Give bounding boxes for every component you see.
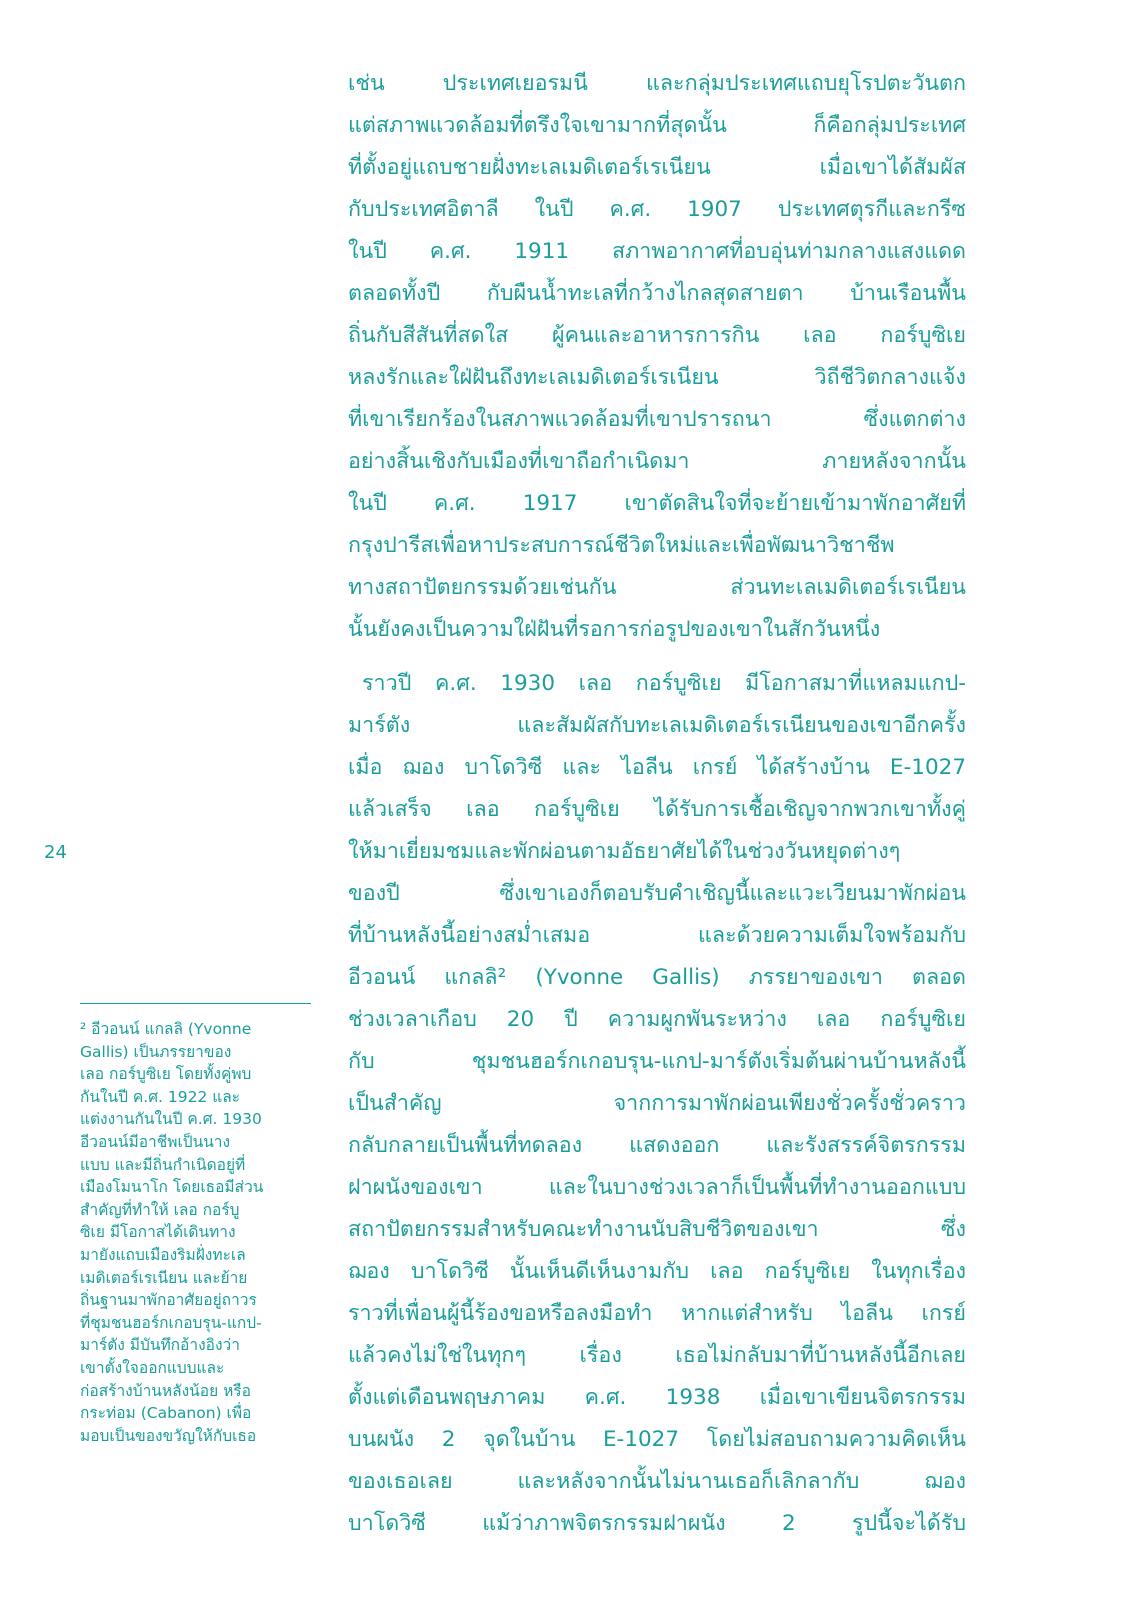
footnote-line: เมดิเตอร์เรเนียน และย้าย xyxy=(80,1268,248,1287)
text-line: ช่วงเวลาเกือบ 20 ปี ความผูกพันระหว่าง เลอ กอร์บูซิเย xyxy=(348,1007,966,1032)
main-text-column xyxy=(348,63,966,1545)
footnote-line: มอบเป็นของขวัญให้กับเธอ xyxy=(80,1426,257,1445)
text-line: ที่ตั้งอยู่แถบชายฝั่งทะเลเมดิเตอร์เรเนียน เมื่อเขาได้สัมผัส xyxy=(348,155,966,180)
text-line: กรุงปารีสเพื่อหาประสบการณ์ชีวิตใหม่และเพื่อพัฒนาวิชาชีพ xyxy=(348,533,895,558)
footnote xyxy=(80,1018,312,1447)
text-line: ในปี ค.ศ. 1911 สภาพอากาศที่อบอุ่นท่ามกลางแสงแดด xyxy=(348,239,966,264)
text-line: หลงรักและใฝ่ฝันถึงทะเลเมดิเตอร์เรเนียน วิถีชีวิตกลางแจ้ง xyxy=(348,365,966,390)
text-line: ฝาผนังของเขา และในบางช่วงเวลาก็เป็นพื้นที่ทำงานออกแบบ xyxy=(348,1175,966,1200)
footnote-line: สำคัญที่ทำให้ เลอ กอร์บู xyxy=(80,1200,240,1219)
footnote-line: กระท่อม (Cabanon) เพื่อ xyxy=(80,1404,252,1423)
footnote-line: เขาตั้งใจออกแบบและ xyxy=(80,1358,225,1377)
text-line: บนผนัง 2 จุดในบ้าน E-1027 โดยไม่สอบถามความคิดเห็น xyxy=(348,1427,966,1452)
text-line: ทางสถาปัตยกรรมด้วยเช่นกัน ส่วนทะเลเมดิเตอร์เรเนียน xyxy=(348,575,966,600)
text-line: กับ ชุมชนฮอร์กเกอบรุน-แกป-มาร์ตังเริ่มต้นผ่านบ้านหลังนี้ xyxy=(348,1049,966,1074)
text-line: บาโดวิซี แม้ว่าภาพจิตรกรรมฝาผนัง 2 รูปนี้จะได้รับ xyxy=(348,1511,966,1536)
text-line: แต่สภาพแวดล้อมที่ตรึงใจเขามากที่สุดนั้น ก็คือกลุ่มประเทศ xyxy=(348,113,966,138)
page-number: 24 xyxy=(44,842,67,863)
text-line: สถาปัตยกรรมสำหรับคณะทำงานนับสิบชีวิตของเขา ซึ่ง xyxy=(348,1217,966,1242)
text-line: เมื่อ ฌอง บาโดวิซี และ ไอลีน เกรย์ ได้สร้างบ้าน E-1027 xyxy=(348,755,966,780)
footnote-line: Gallis) เป็นภรรยาของ xyxy=(80,1042,232,1061)
text-line: ให้มาเยี่ยมชมและพักผ่อนตามอัธยาศัยได้ในช่วงวันหยุดต่างๆ xyxy=(348,839,901,864)
footnote-line: มาร์ตัง มีบันทึกอ้างอิงว่า xyxy=(80,1336,240,1355)
footnote-line: เมืองโมนาโก โดยเธอมีส่วน xyxy=(80,1178,264,1197)
paragraph-1 xyxy=(348,63,966,651)
text-line: ของปี ซึ่งเขาเองก็ตอบรับคำเชิญนี้และแวะเวียนมาพักผ่อน xyxy=(348,881,966,906)
text-line: อย่างสิ้นเชิงกับเมืองที่เขาถือกำเนิดมา ภายหลังจากนั้น xyxy=(348,449,966,474)
text-line: กับประเทศอิตาลี ในปี ค.ศ. 1907 ประเทศตุรกีและกรีซ xyxy=(348,197,966,222)
footnote-line: เลอ กอร์บูซิเย โดยทั้งคู่พบ xyxy=(80,1065,252,1084)
footnote-line: ก่อสร้างบ้านหลังน้อย หรือ xyxy=(80,1381,251,1400)
text-line: นั้นยังคงเป็นความใฝ่ฝันที่รอการก่อรูปของเขาในสักวันหนึ่ง xyxy=(348,617,881,642)
text-line: ที่บ้านหลังนี้อย่างสม่ำเสมอ และด้วยความเต็มใจพร้อมกับ xyxy=(348,923,966,948)
footnote-line: ซิเย มีโอกาสได้เดินทาง xyxy=(80,1223,236,1242)
footnote-line: กันในปี ค.ศ. 1922 และ xyxy=(80,1087,241,1106)
text-line: เป็นสำคัญ จากการมาพักผ่อนเพียงชั่วครั้งชั่วคราว xyxy=(348,1091,966,1116)
text-line: อีวอนน์ แกลลิ² (Yvonne Gallis) ภรรยาของเขา ตลอด xyxy=(348,965,966,990)
text-line: ตลอดทั้งปี กับผืนน้ำทะเลที่กว้างไกลสุดสายตา บ้านเรือนพื้น xyxy=(348,281,966,306)
text-line: ราวที่เพื่อนผู้นี้ร้องขอหรือลงมือทำ หากแต่สำหรับ ไอลีน เกรย์ xyxy=(348,1301,966,1326)
footnote-line: อีวอนน์มีอาชีพเป็นนาง xyxy=(80,1132,231,1151)
footnote-line: ที่ชุมชนฮอร์กเกอบรุน-แกป- xyxy=(80,1313,262,1332)
text-line: ของเธอเลย และหลังจากนั้นไม่นานเธอก็เลิกลากับ ฌอง xyxy=(348,1469,966,1494)
footnote-line: แบบ และมีถิ่นกำเนิดอยู่ที่ xyxy=(80,1155,246,1174)
text-line: กลับกลายเป็นพื้นที่ทดลอง แสดงออก และรังสรรค์จิตรกรรม xyxy=(348,1133,966,1158)
footnote-line: มายังแถบเมืองริมฝั่งทะเล xyxy=(80,1245,246,1264)
text-line: ที่เขาเรียกร้องในสภาพแวดล้อมที่เขาปรารถนา ซึ่งแตกต่าง xyxy=(348,407,966,432)
footnote-line: ถิ่นฐานมาพักอาศัยอยู่ถาวร xyxy=(80,1291,257,1310)
text-line: แล้วคงไม่ใช่ในทุกๆ เรื่อง เธอไม่กลับมาที่บ้านหลังนี้อีกเลย xyxy=(348,1343,966,1368)
text-line: ฌอง บาโดวิซี นั้นเห็นดีเห็นงามกับ เลอ กอร์บูซิเย ในทุกเรื่อง xyxy=(348,1259,966,1284)
footnote-line: ² อีวอนน์ แกลลิ (Yvonne xyxy=(80,1020,252,1038)
paragraph-2 xyxy=(348,663,966,1545)
text-line: ในปี ค.ศ. 1917 เขาตัดสินใจที่จะย้ายเข้ามาพักอาศัยที่ xyxy=(348,491,966,516)
text-line: เช่น ประเทศเยอรมนี และกลุ่มประเทศแถบยุโรปตะวันตก xyxy=(348,71,966,96)
footnote-divider xyxy=(80,1003,311,1004)
footnote-line: แต่งงานกันในปี ค.ศ. 1930 xyxy=(80,1110,262,1129)
text-line: แล้วเสร็จ เลอ กอร์บูซิเย ได้รับการเชื้อเชิญจากพวกเขาทั้งคู่ xyxy=(348,797,966,822)
text-line: ตั้งแต่เดือนพฤษภาคม ค.ศ. 1938 เมื่อเขาเขียนจิตรกรรม xyxy=(348,1385,966,1410)
text-line: ราวปี ค.ศ. 1930 เลอ กอร์บูซิเย มีโอกาสมาที่แหลมแกป- xyxy=(362,671,966,696)
text-line: ถิ่นกับสีสันที่สดใส ผู้คนและอาหารการกิน เลอ กอร์บูซิเย xyxy=(348,323,966,348)
text-line: มาร์ตัง และสัมผัสกับทะเลเมดิเตอร์เรเนียนของเขาอีกครั้ง xyxy=(348,713,966,738)
